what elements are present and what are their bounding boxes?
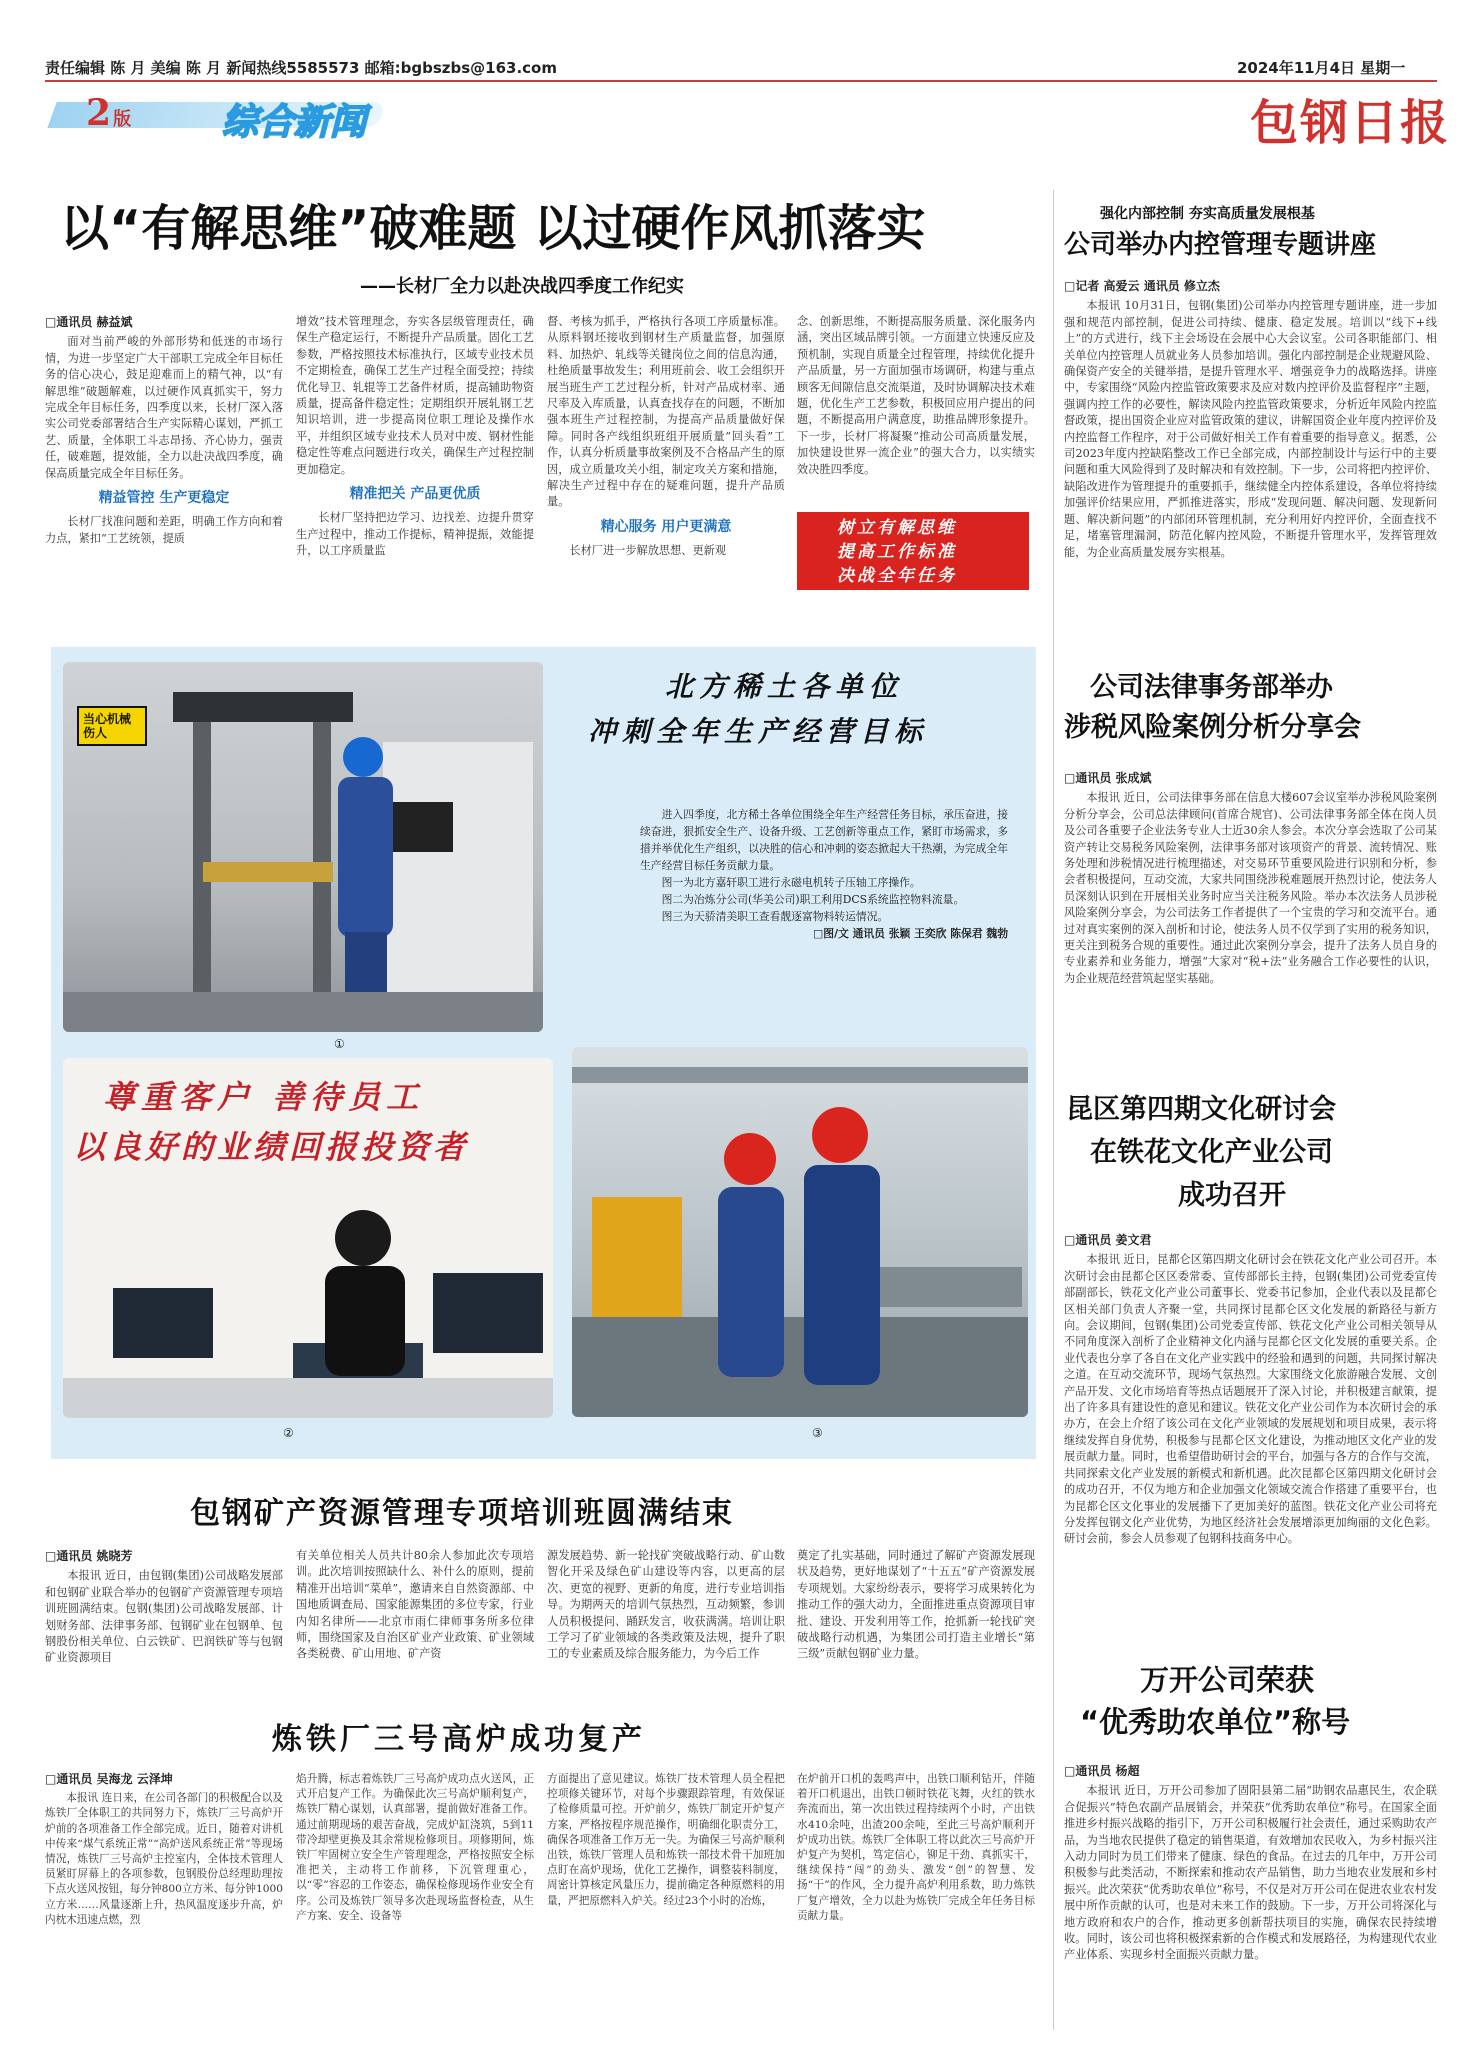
control-panel bbox=[393, 802, 453, 852]
slogan-box bbox=[797, 512, 1029, 590]
section-name: 综合新闻 bbox=[222, 102, 367, 143]
a3-body-col bbox=[1064, 1232, 1437, 1548]
worker-3-body bbox=[804, 1165, 880, 1385]
photo-2 bbox=[63, 1058, 553, 1418]
rare-earth-cap-3: 图三为天骄清美职工查看靓逐富物料转运情况。 bbox=[661, 910, 889, 923]
a2-body: 本报讯 近日，公司法律事务部在信息大楼607会议室举办涉税风险案例分析分享会，公司总法律顾问(首席合规官)、公司法律事务部全体在岗人员及公司各重要子企业法务专业人士近30余人参会。本次分享会选取了公司某资产转让交易税务风险案例，法律事务部对该项资产的背景、流转情况、账务处理和涉税情况进行梳理描述，对交易环节重要风险进行识别和分析，参会者积极提问，互动交流，大家共同围绕涉税难题展开热烈讨论，使法务人员深刻认识到在开展相关业务时应当关注税务风险。举办本次法务人员涉税风险案例分享会，为公司法务工作者提供了一个宝贵的学习和交流平台。通过对真实案例的深入剖析和讨论，使法务人员不仅学到了实用的税务知识，更关注到税务合规的重要性。通过此次案例分享会，提升了法务人员自身的专业素养和业务能力，增强“大家对“税+法”业务融合工作必要性的认识，为企业规范经营筑起坚实基础。 bbox=[1064, 791, 1437, 985]
lead-p1b: 长材厂找准问题和差距，明确工作方向和着力点，紧扣“工艺统领，提质 bbox=[45, 515, 283, 545]
rare-earth-body-col bbox=[640, 806, 1008, 942]
rare-earth-title-2: 冲刺全年生产经营目标 bbox=[588, 715, 929, 748]
lead-p4: 念、创新思维，不断提高服务质量、深化服务内涵，突出区域品牌引领。一方面建立快速反应及预机制，实现自质量全过程管理，持续优化提升产品质量，另一方面加强市场调研，构建与重点顾客无间隙信息交流渠道，及时协调解决技术难题，优化生产工艺参数，积极回应用户提出的问题，不断提高用户满意度，助推品牌形象提升。下一步，长材厂将凝聚“推动公司高质量发展，加快建设世界一流企业”的强大合力，以实绩实效决胜四季度。 bbox=[797, 315, 1035, 476]
slogan-line-2: 提高工作标准 bbox=[837, 542, 957, 562]
wall-slogan-2: 以良好的业绩回报投资者 bbox=[73, 1128, 470, 1166]
floor bbox=[63, 992, 543, 1032]
lead-sub-2: 精准把关 产品更优质 bbox=[349, 486, 481, 503]
mineral-p4: 奠定了扎实基础，同时通过了解矿产资源发展现状及趋势，更好地谋划了“十五五”矿产资源发展专项规划。大家纷纷表示，要将学习成果转化为推动工作的强大动力，全面推进重点资源项目审批、建设、开发利用等工作，抢抓新一轮找矿突破战略行动机遇，为集团公司打造主业增长“第三级”贡献包钢矿业力量。 bbox=[797, 1549, 1035, 1661]
a2-title-1: 公司法律事务部举办 bbox=[1090, 672, 1333, 703]
furnace-p4: 在炉前开口机的轰鸣声中，出铁口顺利钻开，伴随着开口机退出，出铁口顿时铁花飞舞，火红的铁水奔流而出，第一次出铁过程持续两个小时，产出铁水410余吨，出渣200余吨，至此三号高炉顺利开炉成功出铁。炼铁厂全体职工将以此次三号高炉开炉复产为契机，笃定信心，铆足干劲、真抓实干，继续保持“闯”的劲头、激发“创”的智慧、发扬“干”的作风，全力提升高炉利用系数，助力炼铁厂复产增效，全力以赴为炼铁厂完成全年任务目标贡献力量。 bbox=[797, 1773, 1035, 1922]
header-rule bbox=[45, 80, 1437, 82]
right-divider bbox=[1053, 190, 1054, 2030]
furnace-p3: 方面提出了意见建议。炼铁厂技术管理人员全程把控项修关键环节，对每个步骤跟踪管理，有效保证了检修质量可控。开炉前夕，炼铁厂制定开炉复产方案，严格按程序规范操作，明确细化职责分工，确保各项准备工作万无一失。为确保三号高炉顺利出铁，炼铁厂管理人员和炼铁一部技术骨干加班加点盯在高炉现场，优化工艺操作，调整装料制度，周密计算核定风量压力，提前确定各种原燃料的用量，严把原燃料入炉关。经过23个小时的冶炼， bbox=[547, 1773, 785, 1907]
paper-logo: 包钢日报 bbox=[1250, 95, 1451, 151]
a1-body-col bbox=[1064, 278, 1437, 561]
a1-title: 公司举办内控管理专题讲座 bbox=[1064, 230, 1377, 260]
slogan-line-1: 树立有解思维 bbox=[837, 518, 957, 538]
mineral-p1: 本报讯 近日，由包钢(集团)公司战略发展部和包钢矿业联合举办的包钢矿产资源管理专项培训班圆满结束。包钢(集团)公司战略发展部、计划财务部、法律事务部、包钢矿业在包钢单、包钢股份相关单位、白云铁矿、巴润铁矿等与包钢矿业资源项目 bbox=[45, 1569, 283, 1665]
photo-1 bbox=[63, 662, 543, 1032]
mineral-byline: □通讯员 姚晓芳 bbox=[45, 1549, 133, 1563]
photo-3-scene bbox=[572, 1047, 1028, 1417]
a3-byline: □通讯员 姜文君 bbox=[1064, 1233, 1152, 1247]
operator-head bbox=[335, 1210, 391, 1266]
page-unit: 版 bbox=[113, 109, 132, 130]
a2-byline: □通讯员 张成斌 bbox=[1064, 771, 1152, 785]
press-top bbox=[173, 692, 353, 722]
a4-byline: □通讯员 杨超 bbox=[1064, 1764, 1140, 1778]
mineral-col-1 bbox=[45, 1548, 283, 1667]
photo-3-label: ③ bbox=[812, 1426, 823, 1440]
safety-sign: 当心机械伤人 bbox=[77, 706, 147, 746]
a3-title-2: 在铁花文化产业公司 bbox=[1090, 1137, 1333, 1168]
furnace-col-1 bbox=[45, 1772, 283, 1928]
a4-body: 本报讯 近日，万开公司参加了固阳县第二届“助钢农品惠民生，农企联合促振兴”特色农副产品展销会，并荣获“优秀助农单位”称号。在国家全面推进乡村振兴战略的指引下，万开公司积极履行社会责任，通过采购助农产品，为当地农民提供了稳定的销售渠道，有效增加农民收入，为乡村振兴注入动力同时为员工们带来了健康、绿色的食品。在过去的几年中，万开公司积极参与此类活动，不断探索和推动农产品销售，助力当地农业发展和乡村振兴。此次荣获“优秀助农单位”称号，不仅是对万开公司在促进农业农村发展中所作贡献的认可，也是对未来工作的鼓励。下一步，万开公司将深化与地方政府和农户的合作，推动更多创新帮扶项目的实施，确保农民持续增收。同时，该公司也将积极探索新的合作模式和发展路径，为构建现代农业产业体系、实现乡村全面振兴贡献力量。 bbox=[1064, 1784, 1437, 1962]
header-editors: 责任编辑 陈 月 美编 陈 月 新闻热线5585573 邮箱:bgbszbs@163.com bbox=[45, 59, 557, 77]
mineral-p2: 有关单位相关人员共计80余人参加此次专项培训。此次培训按照缺什么、补什么的原则，提前精准开出培训“菜单”，邀请来自自然资源部、中国地质调查局、国家能源集团的多位专家，行业内知名律所——北京市雨仁律师事务所多位律师，围绕国家及自治区矿业产业政策、矿业领域各类税费、矿山用地、矿产资 bbox=[296, 1549, 534, 1661]
lead-byline: □通讯员 赫益斌 bbox=[45, 315, 133, 329]
lead-col-3 bbox=[547, 314, 785, 560]
rare-earth-credit: □图/文 通讯员 张颖 王奕欣 陈保君 魏勃 bbox=[813, 927, 1008, 940]
lead-p3: 督、考核为抓手，严格执行各项工序质量标准。从原料钢坯接收到钢材生产质量监督，加强原料、加热炉、轧线等关键岗位之间的信息沟通，杜绝质量事故发生；利用班前会、收工会组织开展当班生产工艺过程分析，针对产品成材率、通尺率及入库质量，认真查找存在的问题，不断加强本班生产过程控制，为提高产品质量做好保障。同时各产线组织班组开展质量“回头看”工作，认真分析质量事故案例及不合格品产生的原因，成立质量攻关小组，制定攻关方案和措施，解决生产过程中存在的疑难问题，提升产品质量。 bbox=[547, 315, 785, 509]
photo-1-label: ① bbox=[334, 1037, 345, 1051]
lead-subtitle: ——长材厂全力以赴决战四季度工作纪实 bbox=[360, 276, 684, 297]
a1-byline: □记者 高爱云 通讯员 修立杰 bbox=[1064, 279, 1220, 293]
lead-col-2 bbox=[296, 314, 534, 560]
lead-sub-3: 精心服务 用户更满意 bbox=[600, 518, 732, 535]
a4-title-2: “优秀助农单位”称号 bbox=[1080, 1705, 1351, 1739]
mineral-p3: 源发展趋势、新一轮找矿突破战略行动、矿山数智化开采及绿色矿山建设等内容，以更高的层次、更宽的视野、更新的角度，进行专业培训指导。为期两天的培训气氛热烈，互动频繁，参训人员积极提问、踊跃发言，收获满满。培训让职工学习了矿业领域的各类政策及法规，提升了职工的专业素质及综合服务能力，为今后工作 bbox=[547, 1549, 785, 1661]
lead-p2b: 长材厂坚持把边学习、边找差、边提升贯穿生产过程中，推动工作提标，精神提振，效能提升，以工序质量监 bbox=[296, 511, 534, 558]
photo-2-label: ② bbox=[283, 1426, 294, 1440]
page-number-value: 2 bbox=[86, 92, 112, 134]
rare-earth-title-1: 北方稀土各单位 bbox=[665, 670, 904, 703]
a4-body-col bbox=[1064, 1763, 1437, 1964]
wall-slogan-1: 尊重客户 善待员工 bbox=[103, 1078, 425, 1116]
furnace-col-3 bbox=[547, 1772, 785, 1909]
control-cabinet bbox=[383, 742, 533, 1022]
page-banner bbox=[52, 90, 452, 143]
lead-title: 以“有解思维”破难题 以过硬作风抓落实 bbox=[60, 200, 926, 257]
a4-title-1: 万开公司荣获 bbox=[1140, 1663, 1315, 1697]
machine-base bbox=[572, 1317, 1028, 1417]
furnace-byline: □通讯员 吴海龙 云泽坤 bbox=[45, 1772, 173, 1786]
desk bbox=[63, 1378, 553, 1418]
furnace-col-2 bbox=[296, 1772, 534, 1924]
lead-p3b: 长材厂进一步解放思想、更新观 bbox=[569, 544, 727, 558]
furnace-p2: 焰升腾，标志着炼铁厂三号高炉成功点火送风，正式开启复产工作。为确保此次三号高炉顺利复产，炼铁厂精心谋划，认真部署，提前做好准备工作。通过前期现场的艰苦奋战，完成炉缸浇筑，5到11带冷却壁更换及其余常规检修项目。项修期间，炼铁厂牢固树立安全生产管理理念，严格按照安全标准把关，主动将工作前移，下沉管理重心，以“零”容忍的工作姿态，确保检修现场作业安全有序。公司及炼铁厂领导多次赴现场监督检查，从生产方案、安全、设备等 bbox=[296, 1773, 534, 1922]
furnace-col-4 bbox=[797, 1772, 1035, 1924]
a1-kicker: 强化内部控制 夯实高质量发展根基 bbox=[1100, 206, 1315, 222]
monitor-right bbox=[433, 1273, 543, 1353]
lead-col-4 bbox=[797, 314, 1035, 478]
worker-1-body bbox=[338, 777, 393, 937]
worker-2-helmet bbox=[724, 1133, 776, 1185]
roof-beam bbox=[572, 1067, 1028, 1083]
worker-3-helmet bbox=[812, 1107, 868, 1163]
lead-sub-1: 精益管控 生产更稳定 bbox=[98, 490, 230, 507]
lead-p2: 增效”技术管理理念，夯实各层级管理责任，确保生产稳定运行，不断提升产品质量。固化工艺参数，严格按照技术标准执行，区域专业技术员不定期检查，确保工艺生产过程全面受控；持续优化导卫、轧辊等工艺备件材质，提高辅助物资质量，提高备件稳定性；定期组织开展轧钢工艺知识培训，进一步提高岗位职工理论及操作水平，并组织区域专业技术人员对中废、钢材性能稳定性等难点问题进行攻关，确保生产过程控制更加稳定。 bbox=[296, 315, 534, 476]
header-date: 2024年11月4日 星期一 bbox=[1237, 59, 1406, 77]
slogan-line-3: 决战全年任务 bbox=[837, 566, 957, 586]
yellow-machine bbox=[592, 1197, 682, 1317]
a3-title-3: 成功召开 bbox=[1178, 1180, 1286, 1211]
photo-3 bbox=[572, 1047, 1028, 1417]
furnace-title: 炼铁厂三号高炉成功复产 bbox=[272, 1722, 646, 1757]
mineral-col-3 bbox=[547, 1548, 785, 1663]
rare-earth-body: 进入四季度，北方稀土各单位围绕全年生产经营任务目标，承压奋进，接续奋进，狠抓安全生产、设备升级、工艺创新等重点工作，紧盯市场需求，多措并举优化生产组织，以决胜的信心和冲刺的姿态掀起大干热潮，为完成全年生产经营目标任务贡献力量。 bbox=[640, 808, 1008, 872]
monitor-left bbox=[113, 1288, 213, 1358]
mineral-col-2 bbox=[296, 1548, 534, 1663]
worker-2-body bbox=[718, 1187, 784, 1377]
a2-title-2: 涉税风险案例分析分享会 bbox=[1064, 712, 1361, 743]
a3-title-1: 昆区第四期文化研讨会 bbox=[1066, 1094, 1336, 1125]
press-plate bbox=[203, 862, 333, 882]
worker-1-helmet bbox=[343, 737, 383, 777]
a2-body-col bbox=[1064, 770, 1437, 987]
operator-body bbox=[325, 1266, 405, 1376]
a3-body: 本报讯 近日，昆都仑区第四期文化研讨会在铁花文化产业公司召开。本次研讨会由昆都仑区区委常委、宣传部部长主持，包钢(集团)公司党委宣传部副部长，铁花文化产业公司董事长、党委书记参加，企业代表以及昆都仑区相关部门负责人齐聚一堂，共同探讨昆都仑区文化发展的新路径与新方向。会议期间，包钢(集团)公司党委宣传部、铁花文化产业公司相关领导从不同角度深入剖析了企业精神文化内涵与昆都仑区文化发展的重要关系。企业代表也分享了各自在文化产业实践中的经验和遇到的问题，共同探讨解决之道。在互动交流环节，现场气氛热烈。大家围绕文化旅游融合发展、文创产品开发、文化市场培育等热点话题展开了深入讨论，并积极建言献策，提出了许多具有建设性的意见和建议。铁花文化产业公司作为本次研讨会的承办方，在会上介绍了该公司在文化产业领域的发展规划和项目成果，表示将继续发挥自身优势，积极参与昆都仑区文化建设，为推动地区文化产业的发展贡献力量。同时，也希望借助研讨会的平台，加强与各方的合作与交流，共同探索文化产业发展的新模式和新机遇。此次昆都仑区第四期文化研讨会的成功召开，不仅为地方和企业加强文化领域交流合作搭建了重要平台，也为昆都仑区文化事业的发展播下了更加美好的蓝图。铁花文化产业公司将充分发挥包钢文化产业优势，为地区经济社会发展增添更加绚丽的文化色彩。研讨会前，参会人员参观了包钢科技商务中心。 bbox=[1064, 1253, 1437, 1546]
rare-earth-cap-1: 图一为北方嘉轩职工进行永磁电机转子压轴工序操作。 bbox=[661, 876, 921, 889]
mineral-col-4 bbox=[797, 1548, 1035, 1663]
a1-body: 本报讯 10月31日，包钢(集团)公司举办内控管理专题讲座，进一步加强和规范内部控制，促进公司持续、健康、稳定发展。培训以“线下+线上”的方式进行，线下主会场设在会展中心大会议室。公司各职能部门、相关单位内控管理人员就业务人员参加培训。强化内部控制是企业规避风险、确保资产安全的关键举措，是提升管理水平、增强竞争力的战略选择。讲座中，专家围绕“风险内控监管政策要求及应对数内控评价及监督程序”主题，强调内控工作的必要性，解读风险内控监管政策要求，分析近年风险内控监督政策，提出国资企业应对监管政策的建议，讲解国资企业年度内控评价及内控监督工作程序，对于公司做好相关工作有着重要的指导意义。据悉，公司2023年度内控缺陷整改工作已全部完成，内部控制设计与运行中的主要问题和重大风险得到了及时解决和有效控制。下一步，公司将把内控评价、缺陷改进作为管理提升的重要抓手，继续健全内控体系建设，各单位将持续加强评价结果应用，严抓推进落实，形成“发现问题、解决问题、发现新问题、解决新问题”的内部闭环管理机制，充分利用好内控评价，全面查找不足，堵塞管理漏洞，防范化解内控风险，不断提升管理水平，发挥管理效能，为企业高质量发展夯实根基。 bbox=[1064, 299, 1437, 559]
mineral-title: 包钢矿产资源管理专项培训班圆满结束 bbox=[190, 1496, 734, 1531]
photo-2-scene bbox=[63, 1058, 553, 1418]
lead-p1: 面对当前严峻的外部形势和低迷的市场行情，为进一步坚定广大干部职工完成全年目标任务的信心决心，鼓足迎难而上的精气神，以“有解思维”破题解难，以过硬作风真抓实干，努力完成全年目标任务，四季度以来，长材厂深入落实公司党委部署结合生产实际精心谋划，严抓工艺、质量，全体职工斗志昂扬、齐心协力，强责任，破难题，提效能，全力以赴决战四季度，确保高质量完成全年目标任务。 bbox=[45, 335, 283, 480]
furnace-p1: 本报讯 连日来，在公司各部门的积极配合以及炼铁厂全体职工的共同努力下，炼铁厂三号高炉开炉前的各项准备工作全部完成。近日，随着对讲机中传来“煤气系统正常”“高炉送风系统正常”等现场情况，炼铁厂三号高炉主控室内，全体技术管理人员紧盯屏幕上的各项参数，包钢股份总经理助理按下点火送风按钮，每分钟800立方米、每分钟1000立方米……风量逐渐上升，热风温度逐步升高，炉内枕木迅速点燃，烈 bbox=[45, 1792, 283, 1926]
rare-earth-cap-2: 图二为冶炼分公司(华美公司)职工利用DCS系统监控物料流量。 bbox=[661, 893, 965, 906]
lead-col-1 bbox=[45, 314, 283, 547]
page-number bbox=[86, 92, 131, 134]
